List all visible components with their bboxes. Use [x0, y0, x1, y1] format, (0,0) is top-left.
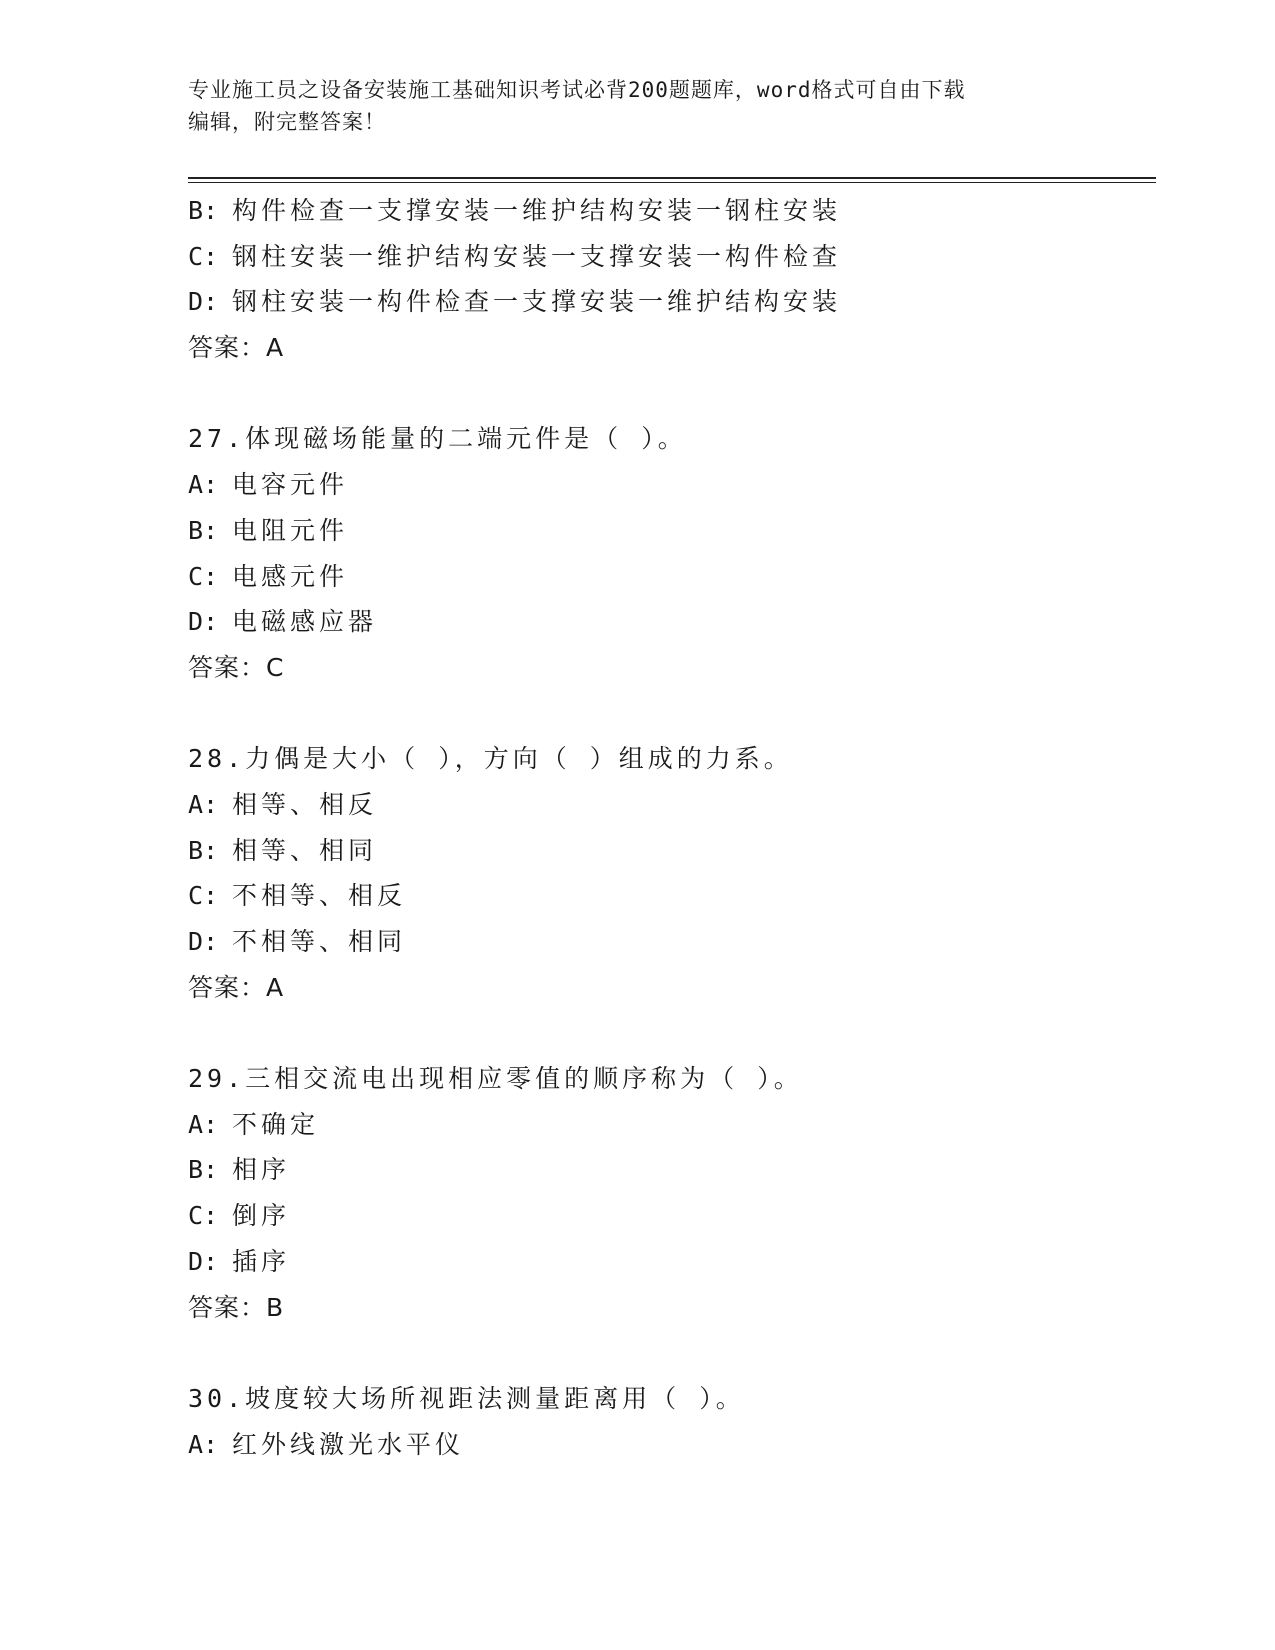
answer: 答案：C	[188, 652, 285, 682]
question-text: 29.三相交流电出现相应零值的顺序称为（ ）。	[188, 1064, 803, 1094]
option-label: D:	[188, 927, 219, 956]
question-block-26	[188, 188, 1156, 371]
option-b	[188, 828, 1156, 874]
question-text: 30.坡度较大场所视距法测量距离用（ ）。	[188, 1383, 745, 1413]
question-text: 28.力偶是大小（ ），方向（ ）组成的力系。	[188, 744, 793, 774]
option-label: A:	[188, 789, 219, 819]
option-label: B:	[188, 515, 219, 545]
option-text: 不确定	[232, 1109, 320, 1139]
spacer	[188, 1330, 1156, 1376]
question-list	[188, 188, 1156, 1467]
option-text: 钢柱安装一构件检查一支撑安装一维护结构安装	[232, 287, 842, 317]
option-c	[188, 873, 1156, 919]
answer: 答案：B	[188, 1292, 285, 1322]
option-d	[188, 919, 1156, 965]
option-d	[188, 1239, 1156, 1285]
option-text: 构件检查一支撑安装一维护结构安装一钢柱安装	[232, 196, 842, 225]
option-label: B:	[188, 835, 219, 865]
option-text: 倒序	[232, 1201, 291, 1231]
spacer	[188, 371, 1156, 417]
question-block-30	[188, 1376, 1156, 1467]
question-text: 27.体现磁场能量的二端元件是（ ）。	[188, 424, 687, 454]
option-text: 不相等、相同	[232, 927, 407, 956]
spacer	[188, 691, 1156, 737]
option-text: 电感元件	[232, 561, 349, 591]
option-text: 插序	[232, 1246, 291, 1276]
option-text: 相等、相反	[232, 789, 378, 819]
option-label: D:	[188, 287, 219, 317]
option-text: 电磁感应器	[232, 607, 378, 637]
option-c	[188, 554, 1156, 600]
option-label: C:	[188, 561, 219, 591]
option-a	[188, 1422, 1156, 1468]
option-c	[188, 234, 1156, 280]
option-text: 电容元件	[232, 470, 349, 500]
document-header	[188, 74, 1088, 138]
option-text: 电阻元件	[232, 515, 349, 545]
option-a	[188, 782, 1156, 828]
option-label: A:	[188, 1429, 219, 1459]
option-a	[188, 1102, 1156, 1148]
header-title-line-2: 编辑，附完整答案！	[188, 110, 386, 134]
header-title-line-1: 专业施工员之设备安装施工基础知识考试必背200题题库，word格式可自由下载	[188, 78, 966, 102]
option-label: D:	[188, 1246, 219, 1276]
option-text: 钢柱安装一维护结构安装一支撑安装一构件检查	[232, 241, 842, 271]
option-label: B:	[188, 196, 219, 225]
header-divider-thick	[188, 177, 1156, 179]
question-block-29	[188, 1056, 1156, 1330]
option-text: 相等、相同	[232, 835, 378, 865]
option-label: C:	[188, 881, 219, 911]
option-text: 红外线激光水平仪	[232, 1429, 465, 1459]
option-text: 不相等、相反	[232, 881, 407, 911]
question-block-27	[188, 416, 1156, 690]
option-text: 相序	[232, 1155, 291, 1185]
header-divider-thin	[188, 182, 1156, 183]
option-label: C:	[188, 241, 219, 271]
option-b	[188, 1147, 1156, 1193]
option-b	[188, 188, 1156, 234]
option-label: B:	[188, 1155, 219, 1185]
option-label: C:	[188, 1201, 219, 1231]
answer: 答案：A	[188, 972, 285, 1002]
answer: 答案：A	[188, 333, 285, 363]
option-d	[188, 279, 1156, 325]
question-block-28	[188, 736, 1156, 1010]
option-label: A:	[188, 1109, 219, 1139]
option-label: D:	[188, 607, 219, 637]
option-d	[188, 599, 1156, 645]
option-c	[188, 1193, 1156, 1239]
option-a	[188, 462, 1156, 508]
option-label: A:	[188, 470, 219, 500]
option-b	[188, 508, 1156, 554]
spacer	[188, 1010, 1156, 1056]
